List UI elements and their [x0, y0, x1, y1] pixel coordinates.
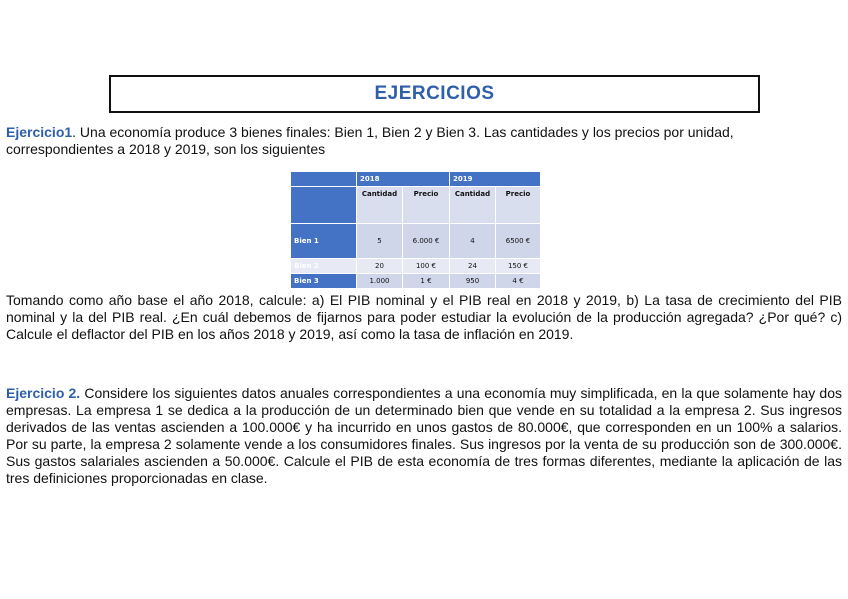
- row-label: Bien 3: [291, 274, 357, 289]
- goods-table: [290, 171, 541, 289]
- year-2018-header: 2018: [357, 172, 450, 187]
- year-2019-header: 2019: [450, 172, 541, 187]
- exercise2-text: [6, 385, 842, 487]
- table-cell: 6.000 €: [403, 224, 450, 259]
- title-box: [109, 75, 760, 113]
- table-year-row: [291, 172, 541, 187]
- table-cell: 4: [450, 224, 496, 259]
- table-corner-2: [291, 187, 357, 224]
- row-label: Bien 1: [291, 224, 357, 259]
- table-cell: 20: [357, 259, 403, 274]
- exercise1-intro-text: . Una economía produce 3 bienes finales: Bien 1, Bien 2 y Bien 3. Las cantidades y los precios por unidad, correspondientes a 2018 y 2019, son los siguientes: [6, 124, 734, 157]
- table-row: [291, 274, 541, 289]
- exercise2-heading: Ejercicio 2.: [6, 385, 81, 401]
- table-row: [291, 259, 541, 274]
- page-title: EJERCICIOS: [374, 83, 495, 104]
- col-header-cantidad-2019: Cantidad: [450, 187, 496, 224]
- col-header-precio-2019: Precio: [496, 187, 541, 224]
- exercise1-heading: Ejercicio1: [6, 124, 73, 140]
- table-cell: 1 €: [403, 274, 450, 289]
- col-header-cantidad-2018: Cantidad: [357, 187, 403, 224]
- exercise1-question: Tomando como año base el año 2018, calcule: a) El PIB nominal y el PIB real en 2018 y 2019, b) La tasa de crecimiento del PIB nominal y la del PIB real. ¿En cuál debemos de fijarnos para poder estudiar la evolución de la producción agregada? ¿Por qué? c) Calcule el deflactor del PIB en los años 2018 y 2019, así como la tasa de inflación en 2019.: [6, 292, 842, 342]
- table-cell: 24: [450, 259, 496, 274]
- table-cell: 5: [357, 224, 403, 259]
- table-cell: 6500 €: [496, 224, 541, 259]
- col-header-precio-2018: Precio: [403, 187, 450, 224]
- table-corner: [291, 172, 357, 187]
- table-column-header-row: [291, 187, 541, 224]
- table-cell: 150 €: [496, 259, 541, 274]
- table-row: [291, 224, 541, 259]
- exercise2-body: Considere los siguientes datos anuales correspondientes a una economía muy simplificada, en la que solamente hay dos empresas. La empresa 1 se dedica a la producción de un determinado bien que vende en su totalidad a la empresa 2. Sus ingresos derivados de las ventas ascienden a 100.000€ y ha incurrido en unos gastos de 80.000€, que corresponden en un 100% a salarios. Por su parte, la empresa 2 solamente vende a los consumidores finales. Sus ingresos por la venta de su producción son de 300.000€. Sus gastos salariales ascienden a 50.000€. Calcule el PIB de esta economía de tres formas diferentes, mediante la aplicación de las tres definiciones proporcionadas en clase.: [6, 385, 842, 486]
- table-cell: 100 €: [403, 259, 450, 274]
- table-cell: 1.000: [357, 274, 403, 289]
- row-label: Bien 2: [291, 259, 357, 274]
- table-cell: 950: [450, 274, 496, 289]
- table-cell: 4 €: [496, 274, 541, 289]
- exercise1-intro: [6, 124, 842, 158]
